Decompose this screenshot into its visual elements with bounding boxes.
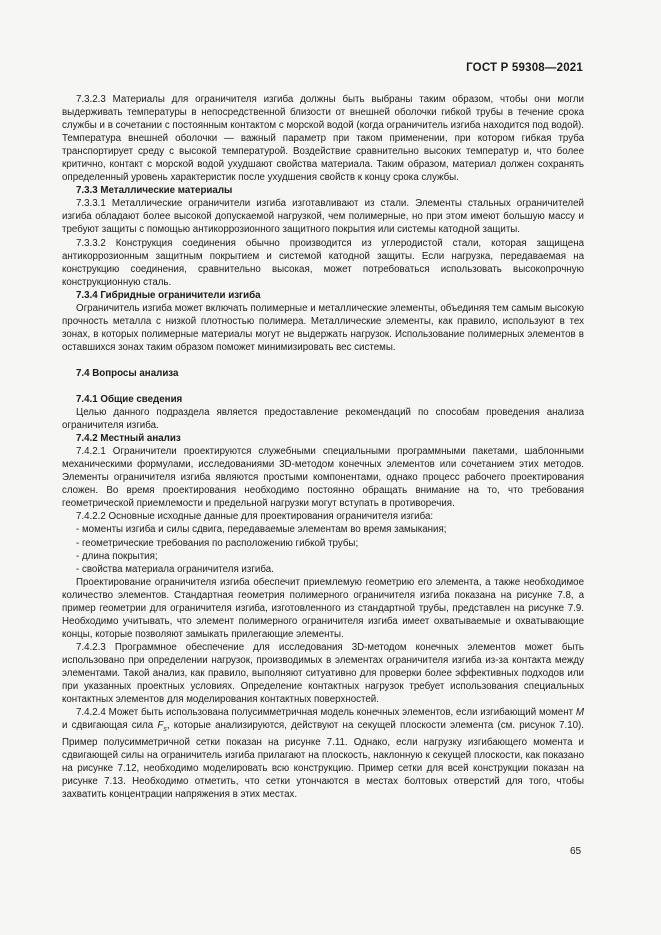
paragraph-7-3-4: Ограничитель изгиба может включать полимерные и металлические элементы, объединяя тем самым высокую прочность металла с низкой плотностью полимера. Металлические элементы, как правило, используют в тех зонах, в которых полимерные материалы могут не выдержать нагрузок. Использование полимерных элементов в оставшихся зонах таким образом поможет минимизировать вес системы. — [62, 302, 584, 353]
paragraph-7-4-2-4-part-a: 7.4.2.4 Может быть использована полусимметричная модель конечных элементов, если изгибающий момент — [76, 707, 576, 719]
paragraph-7-3-2-3: 7.3.2.3 Материалы для ограничителя изгиба должны быть выбраны таким образом, чтобы они могли выдерживать температуры в непосредственной близости от внешней оболочки гибкой трубы в течение срока службы и в сочетании с постоянным контактом с морской водой (когда ограничитель изгиба находится под водой). Температура внешней оболочки — важный параметр при таком применении, при котором гибкая труба транспортирует среду с высокой температурой. Воздействие сравнительно высоких температур и, что более критично, контакт с морской водой ухудшают свойства материала. Таким образом, материал должен сохранять определенный уровень характеристик после ухудшения свойств к концу срока службы. — [62, 94, 584, 184]
list-item: - длина покрытия; — [76, 550, 158, 562]
list-item: - свойства материала ограничителя изгиба. — [76, 563, 274, 575]
paragraph-7-3-3-2: 7.3.3.2 Конструкция соединения обычно производится из углеродистой стали, которая защищена антикоррозионным защитным покрытием и системой катодной защиты. Если нагрузка, передаваемая на конструкцию соединения, сравнительно высокая, может потребоваться использовать высокопрочную конструкционную сталь. — [62, 237, 584, 288]
paragraph-7-3-3-1: 7.3.3.1 Металлические ограничители изгиба изготавливают из стали. Элементы стальных ограничителей изгиба обладают более высокой допускаемой нагрузкой, чем полимерные, но при этом имеют большую массу и требуют защиты с помощью антикоррозионного защитного покрытия или системы катодной защиты. — [62, 198, 584, 236]
standard-id-header: ГОСТ Р 59308—2021 — [466, 62, 583, 74]
paragraph-7-4-2-4-part-b: и сдвигающая сила — [62, 720, 158, 732]
paragraph-design: Проектирование ограничителя изгиба обеспечит приемлемую геометрию его элемента, а также необходимое количество элементов. Стандартная геометрия полимерного ограничителя изгиба показана на рисунке 7.8, а пример геометрии для ограничителя изгиба, изготовленного из стандартной трубы, представлен на рисунке 7.9. Необходимо учитывать, что элемент полимерного ограничителя изгиба имеет охватываемые и охватывающие концы, которые позволяют замыкать прилегающие элементы. — [62, 576, 584, 640]
paragraph-7-4-2-4 — [62, 706, 584, 801]
force-symbol: F — [157, 720, 164, 732]
paragraph-7-4-2-4-part-c: , которые анализируются, действуют на секущей плоскости элемента (см. рисунок 7.10). Пример полусимметричной сетки показан на рисунке 7.11. Однако, если нагрузку изгибающего момента и сдвигающей силы на ограничитель изгиба прилагают на плоскость, наклонную к секущей плоскости, как показано на рисунке 7.12, необходимо моделировать всю конструкцию. Пример сетки для всей конструкции показан на рисунке 7.13. Необходимо отметить, что сетки утончаются в местах болтовых отверстий для того, чтобы захватить концентрации напряжения в этих местах. — [62, 720, 584, 801]
heading-7-3-3: 7.3.3 Металлические материалы — [76, 185, 233, 197]
moment-symbol: M — [575, 707, 584, 719]
paragraph-7-4-1: Целью данного подраздела является предоставление рекомендаций по способам проведения анализа ограничителя изгиба. — [62, 407, 584, 432]
page-number: 65 — [570, 846, 582, 857]
heading-7-4-2: 7.4.2 Местный анализ — [76, 433, 181, 445]
heading-7-4-1: 7.4.1 Общие сведения — [76, 393, 183, 405]
heading-7-4: 7.4 Вопросы анализа — [76, 367, 179, 379]
document-body — [62, 93, 584, 801]
heading-7-3-4: 7.3.4 Гибридные ограничители изгиба — [76, 289, 261, 301]
list-item: - геометрические требования по расположению гибкой трубы; — [76, 537, 359, 549]
paragraph-7-4-2-1: 7.4.2.1 Ограничители проектируются служебными специальными программными пакетами, шаблонными механическими формулами, исследованиями 3D-методом конечных элементов или сочетанием этих методов. Элементы ограничителя изгиба являются простыми компонентами, однако процесс рабочего проектирования сложен. Во время проектирования необходимо постоянно обращать внимание на то, что требования геометрической приемлемости и предельной нагрузки могут вступать в противоречия. — [62, 446, 584, 510]
paragraph-7-4-2-2: 7.4.2.2 Основные исходные данные для проектирования ограничителя изгиба: — [76, 511, 434, 523]
list-item: - моменты изгиба и силы сдвига, передаваемые элементам во время замыкания; — [76, 524, 447, 536]
paragraph-7-4-2-3: 7.4.2.3 Программное обеспечение для исследования 3D-методом конечных элементов может быть использовано при определении нагрузок, производимых в элементах ограничителя изгиба из-за контакта между элементами. Такой анализ, как правило, выполняют ситуативно для проверки более эффективных подходов или при указанных проектных условиях. Определение контактных нагрузок требует использования специальных контактных элементов для моделирования контактных поверхностей. — [62, 641, 584, 706]
force-subscript: s — [163, 726, 167, 734]
